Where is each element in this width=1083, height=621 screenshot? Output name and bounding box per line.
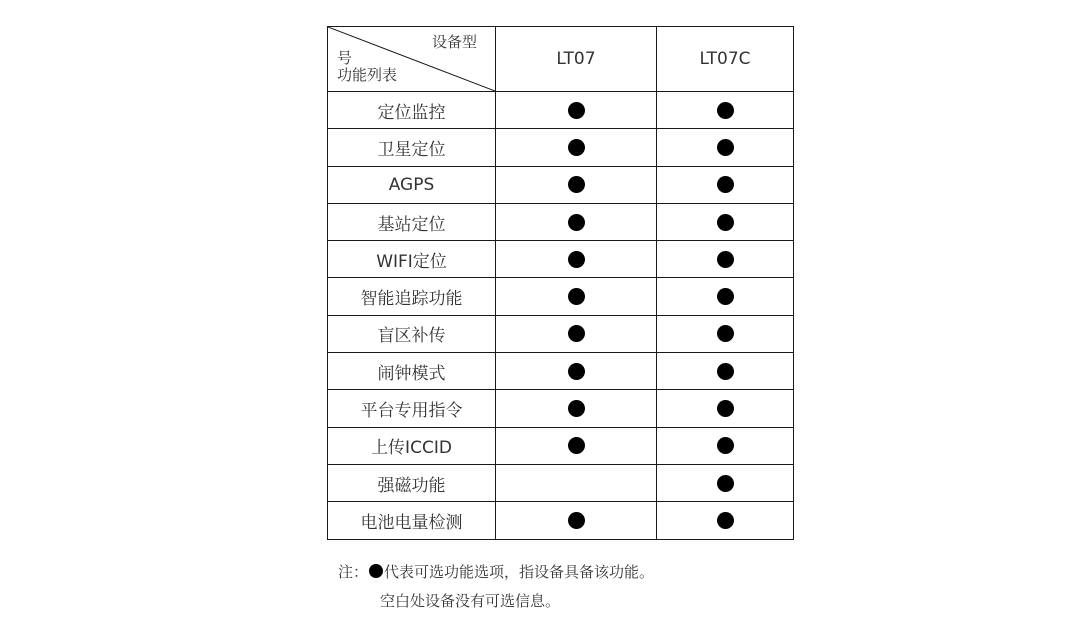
filled-circle-icon <box>568 251 585 268</box>
feature-name: 电池电量检测 <box>328 502 496 539</box>
feature-name: AGPS <box>328 166 496 203</box>
filled-circle-icon <box>568 288 585 305</box>
model-header-lt07: LT07 <box>496 27 657 92</box>
feature-name: 基站定位 <box>328 203 496 240</box>
support-cell <box>657 390 794 427</box>
filled-circle-icon <box>717 437 734 454</box>
table-row <box>328 203 794 240</box>
corner-top-label: 设备型 <box>431 33 477 51</box>
filled-circle-icon <box>568 400 585 417</box>
feature-name: 盲区补传 <box>328 315 496 352</box>
filled-circle-icon <box>568 214 585 231</box>
table-row <box>328 92 794 129</box>
corner-bottom-line-1: 号 <box>337 49 353 67</box>
feature-name: 上传ICCID <box>328 427 496 464</box>
filled-circle-icon <box>568 176 585 193</box>
support-cell <box>496 390 657 427</box>
filled-circle-icon <box>568 102 585 119</box>
support-cell <box>657 315 794 352</box>
support-cell <box>496 278 657 315</box>
feature-name: 平台专用指令 <box>328 390 496 427</box>
filled-circle-icon <box>717 214 734 231</box>
corner-bottom-line-2: 功能列表 <box>337 66 398 84</box>
support-cell <box>657 92 794 129</box>
filled-circle-icon <box>568 512 585 529</box>
note-line-2: 空白处设备没有可选信息。 <box>380 592 561 610</box>
corner-bottom-label <box>337 50 397 84</box>
filled-circle-icon <box>717 475 734 492</box>
filled-circle-icon <box>568 325 585 342</box>
feature-name: 强磁功能 <box>328 464 496 501</box>
corner-cell <box>328 27 496 92</box>
table-row <box>328 278 794 315</box>
table-row <box>328 390 794 427</box>
feature-name: 智能追踪功能 <box>328 278 496 315</box>
support-cell <box>496 241 657 278</box>
feature-name: 定位监控 <box>328 92 496 129</box>
table-row <box>328 315 794 352</box>
support-cell <box>657 278 794 315</box>
support-cell <box>496 427 657 464</box>
support-cell <box>496 353 657 390</box>
support-cell <box>496 203 657 240</box>
support-cell <box>496 502 657 539</box>
support-cell <box>657 464 794 501</box>
feature-name: 卫星定位 <box>328 129 496 166</box>
filled-circle-icon <box>717 176 734 193</box>
filled-circle-icon <box>717 251 734 268</box>
header-row <box>328 27 794 92</box>
note-line-1 <box>338 561 654 582</box>
filled-circle-icon <box>568 437 585 454</box>
support-cell <box>657 241 794 278</box>
note-text-1: 代表可选功能选项，指设备具备该功能。 <box>384 563 655 581</box>
filled-circle-icon <box>717 325 734 342</box>
feature-name: WIFI定位 <box>328 241 496 278</box>
note-prefix: 注： <box>338 563 369 581</box>
filled-circle-icon <box>717 363 734 380</box>
filled-circle-icon <box>369 564 383 578</box>
filled-circle-icon <box>717 139 734 156</box>
support-cell <box>657 353 794 390</box>
filled-circle-icon <box>568 139 585 156</box>
table-row <box>328 464 794 501</box>
support-cell <box>657 203 794 240</box>
support-cell <box>496 129 657 166</box>
feature-name: 闹钟模式 <box>328 353 496 390</box>
model-header-lt07c: LT07C <box>657 27 794 92</box>
table-row <box>328 427 794 464</box>
support-cell <box>657 502 794 539</box>
table-row <box>328 502 794 539</box>
feature-table <box>327 26 794 540</box>
table-row <box>328 166 794 203</box>
support-cell <box>496 166 657 203</box>
filled-circle-icon <box>717 102 734 119</box>
table-row <box>328 241 794 278</box>
table-row <box>328 129 794 166</box>
support-cell <box>496 464 657 501</box>
support-cell <box>657 129 794 166</box>
filled-circle-icon <box>717 512 734 529</box>
support-cell <box>496 315 657 352</box>
support-cell <box>496 92 657 129</box>
filled-circle-icon <box>717 288 734 305</box>
table-row <box>328 353 794 390</box>
support-cell <box>657 427 794 464</box>
filled-circle-icon <box>568 363 585 380</box>
support-cell <box>657 166 794 203</box>
filled-circle-icon <box>717 400 734 417</box>
